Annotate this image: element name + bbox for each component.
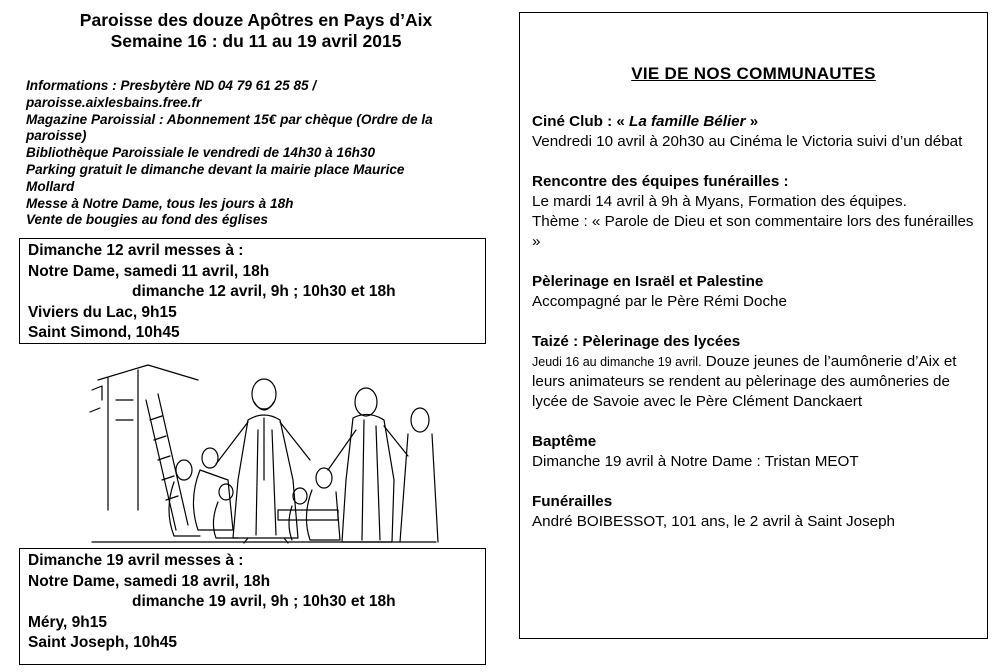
section-title-prefix: Ciné Club : « [532,113,630,130]
section-text: Accompagné par le Père Rémi Doche [532,293,787,310]
section-text [532,352,975,412]
mass-line: Dimanche 12 avril messes à : [28,242,244,259]
section-title [532,112,975,132]
section-title: Rencontre des équipes funérailles : [532,173,789,190]
apostles-illustration [88,360,440,544]
section-body: Douze jeunes de l’aumônerie d’Aix et leurs animateurs se rendent au pèlerinage des aumôneries de lycée de Savoie avec le Père Clément Danckaert [532,353,957,410]
section-text: Thème : « Parole de Dieu et son commentaire lors des funérailles » [532,213,974,250]
info-line: Vente de bougies au fond des églises [26,212,268,228]
mass-line: dimanche 19 avril, 9h ; 10h30 et 18h [132,593,396,611]
community-panel [519,12,988,639]
info-block [26,78,494,229]
section-dates: Jeudi 16 au dimanche 19 avril. [532,355,702,369]
mass-line: Notre Dame, samedi 18 avril, 18h [28,572,271,590]
week-line: Semaine 16 : du 11 au 19 avril 2015 [110,31,402,51]
community-heading: VIE DE NOS COMMUNAUTES [631,64,876,83]
mass-line: Méry, 9h15 [28,613,107,631]
mass-line: Notre Dame, samedi 11 avril, 18h [28,262,270,280]
parish-title: Paroisse des douze Apôtres en Pays d’Aix [79,10,433,30]
mass-schedule-box-12-april [19,238,486,344]
section-title-suffix: » [745,113,759,130]
section-title: Funérailles [532,493,613,510]
mass-line: Saint Simond, 10h45 [28,324,180,342]
funerals-section [532,492,975,532]
info-line: Mollard [26,178,75,194]
mass-line: dimanche 12 avril, 9h ; 10h30 et 18h [132,283,396,301]
mass-line: Dimanche 19 avril messes à : [28,552,244,569]
info-line: Informations : Presbytère ND 04 79 61 25 85 / [26,78,317,93]
section-text: Vendredi 10 avril à 20h30 au Cinéma le Victoria suivi d’un débat [532,133,963,150]
left-column [18,10,494,229]
mass-line: Saint Joseph, 10h45 [28,634,178,652]
info-line: Parking gratuit le dimanche devant la mairie place Maurice [26,161,405,177]
mass-line: Viviers du Lac, 9h15 [28,303,177,321]
funeral-teams-section [532,172,975,252]
taize-section [532,332,975,412]
film-title: La famille Bélier [629,113,746,130]
info-line: paroisse.aixlesbains.free.fr [26,94,202,110]
info-line: Bibliothèque Paroissiale le vendredi de 14h30 à 16h30 [26,145,376,161]
cine-club-section [532,112,975,152]
mass-schedule-box-19-april [19,548,486,665]
info-line: paroisse) [26,128,87,144]
section-title: Taizé : Pèlerinage des lycées [532,333,741,350]
baptism-section [532,432,975,472]
info-line: Magazine Paroissial : Abonnement 15€ par chèque (Ordre de la [26,111,433,127]
section-title: Pèlerinage en Israël et Palestine [532,273,764,290]
section-title: Baptême [532,433,597,450]
section-text: Dimanche 19 avril à Notre Dame : Tristan MEOT [532,453,859,470]
pilgrimage-section [532,272,975,312]
section-text: André BOIBESSOT, 101 ans, le 2 avril à Saint Joseph [532,513,896,530]
info-line: Messe à Notre Dame, tous les jours à 18h [26,195,294,211]
section-text: Le mardi 14 avril à 9h à Myans, Formation des équipes. [532,193,907,210]
